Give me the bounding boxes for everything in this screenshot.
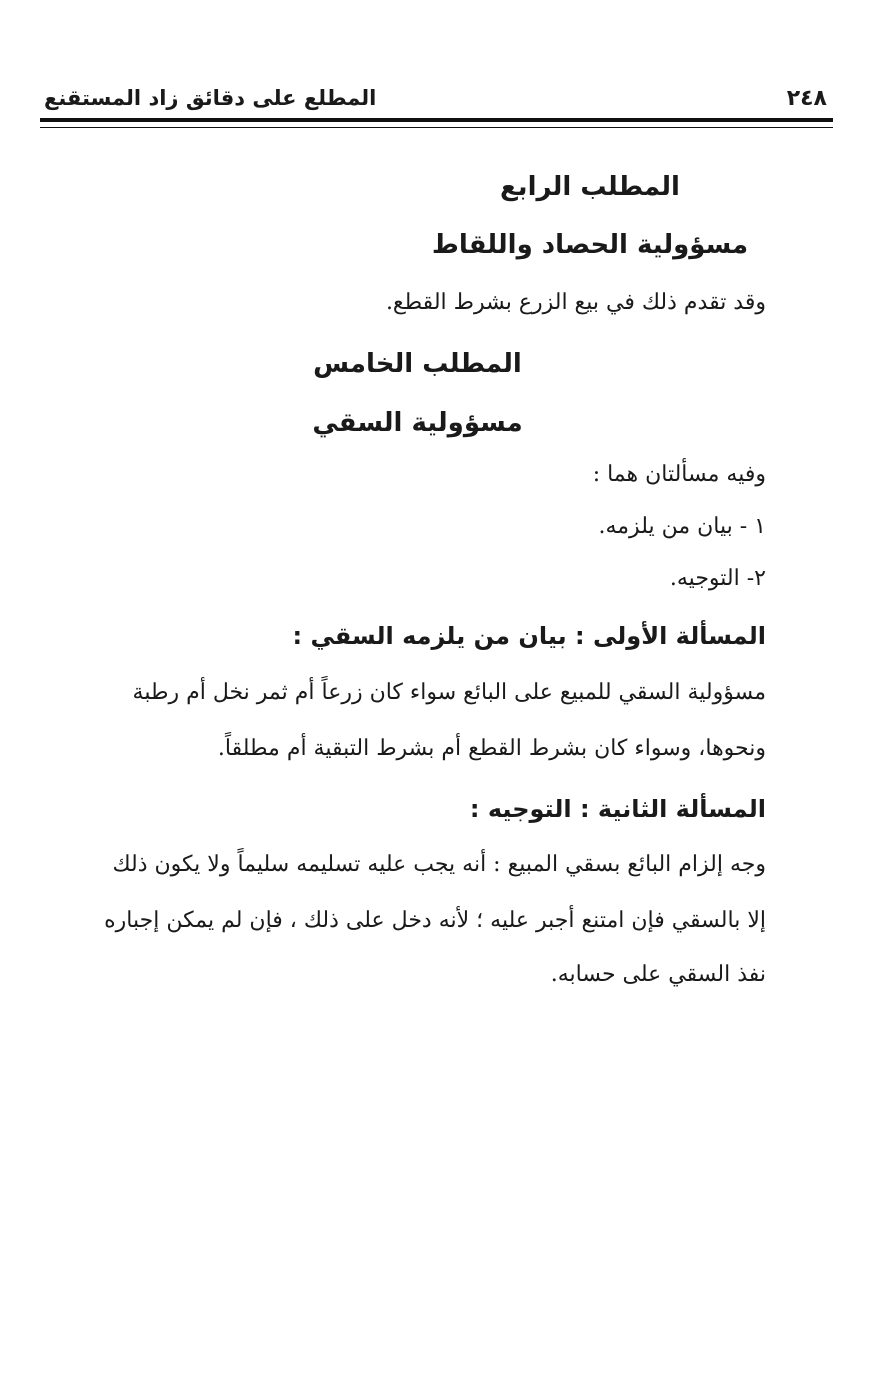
section-5-title: المطلب الخامس [313, 349, 522, 379]
header-rule-thin [40, 127, 833, 128]
issue-2-heading: المسألة الثانية : التوجيه : [469, 795, 766, 823]
issue-1-heading: المسألة الأولى : بيان من يلزمه السقي : [292, 622, 766, 650]
page-header [40, 82, 833, 122]
section-4-text: وقد تقدم ذلك في بيع الزرع بشرط القطع. [385, 290, 766, 315]
section-5-intro: وفيه مسألتان هما : [592, 462, 766, 487]
section-5-subtitle: مسؤولية السقي [312, 408, 523, 438]
issue-1-line: ونحوها، وسواء كان بشرط القطع أم بشرط التبقية أم مطلقاً. [217, 736, 766, 761]
header-rule-thick [40, 118, 833, 122]
section-4-subtitle: مسؤولية الحصاد واللقاط [431, 230, 749, 260]
issue-1-line: مسؤولية السقي للمبيع على البائع سواء كان زرعاً أم ثمر نخل أم رطبة [132, 680, 766, 705]
issue-2-line: إلا بالسقي فإن امتنع أجبر عليه ؛ لأنه دخل على ذلك ، فإن لم يمكن إجباره [104, 908, 766, 933]
list-item: ٢- التوجيه. [669, 566, 766, 591]
list-item: ١ - بيان من يلزمه. [598, 514, 766, 539]
issue-2-line: وجه إلزام البائع بسقي المبيع : أنه يجب عليه تسليمه سليماً ولا يكون ذلك [112, 852, 766, 877]
page-number: ٢٤٨ [786, 86, 827, 111]
section-4-title: المطلب الرابع [500, 172, 680, 202]
issue-2-line: نفذ السقي على حسابه. [550, 962, 766, 987]
running-title: المطلع على دقائق زاد المستقنع [44, 86, 377, 110]
